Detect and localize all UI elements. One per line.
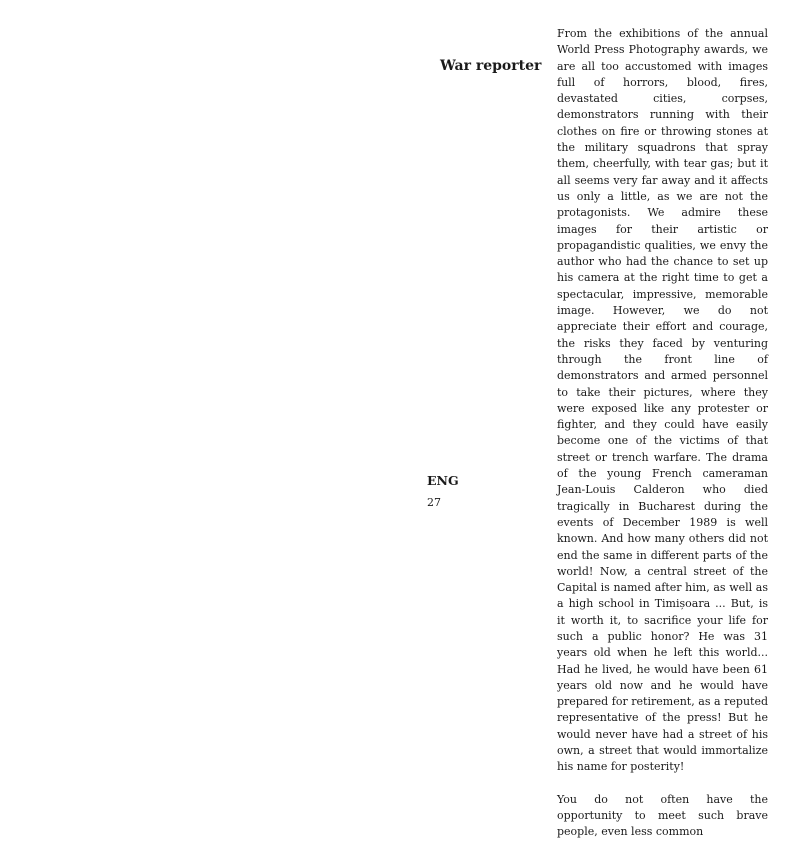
section-title: War reporter <box>440 58 542 74</box>
body-paragraph: From the exhibitions of the annual World Press Photography awards, we are all too accustomed with images full of horrors, blood, fires, devastated cities, corpses, demonstrators running with their clothes on fire or throwing stones at the military squadrons that spray them, cheerfully, with tear gas; but it all seems very far away and it affects us only a little, as we are not the protagonists. We admire these images for their artistic or propagandistic qualities, we envy the author who had the chance to set up his camera at the right time to get a spectacular, impressive, memorable image. However, we do not appreciate their effort and courage, the risks they faced by venturing through the front line of demonstrators and armed personnel to take their pictures, where they were exposed like any protester or fighter, and they could have easily become one of the victims of that street or trench warfare. The drama of the young French cameraman Jean-Louis Calderon who died tragically in Bucharest during the events of December 1989 is well known. And how many others did not end the same in different parts of the world! Now, a central street of the Capital is named after him, as well as a high school in Timișoara ... But, is it worth it, to sacrifice your life for such a public honor? He was 31 years old when he left this world... Had he lived, he would have been 61 years old now and he would have prepared for retirement, as a reputed representative of the press! But he would never have had a street of his own, a street that would immortalize his name for posterity! <box>557 27 768 774</box>
language-label: ENG <box>427 473 459 488</box>
body-paragraph: You do not often have the opportunity to meet such brave people, even less common <box>557 792 768 839</box>
body-text-column <box>557 26 768 841</box>
page-number: 27 <box>427 496 441 509</box>
